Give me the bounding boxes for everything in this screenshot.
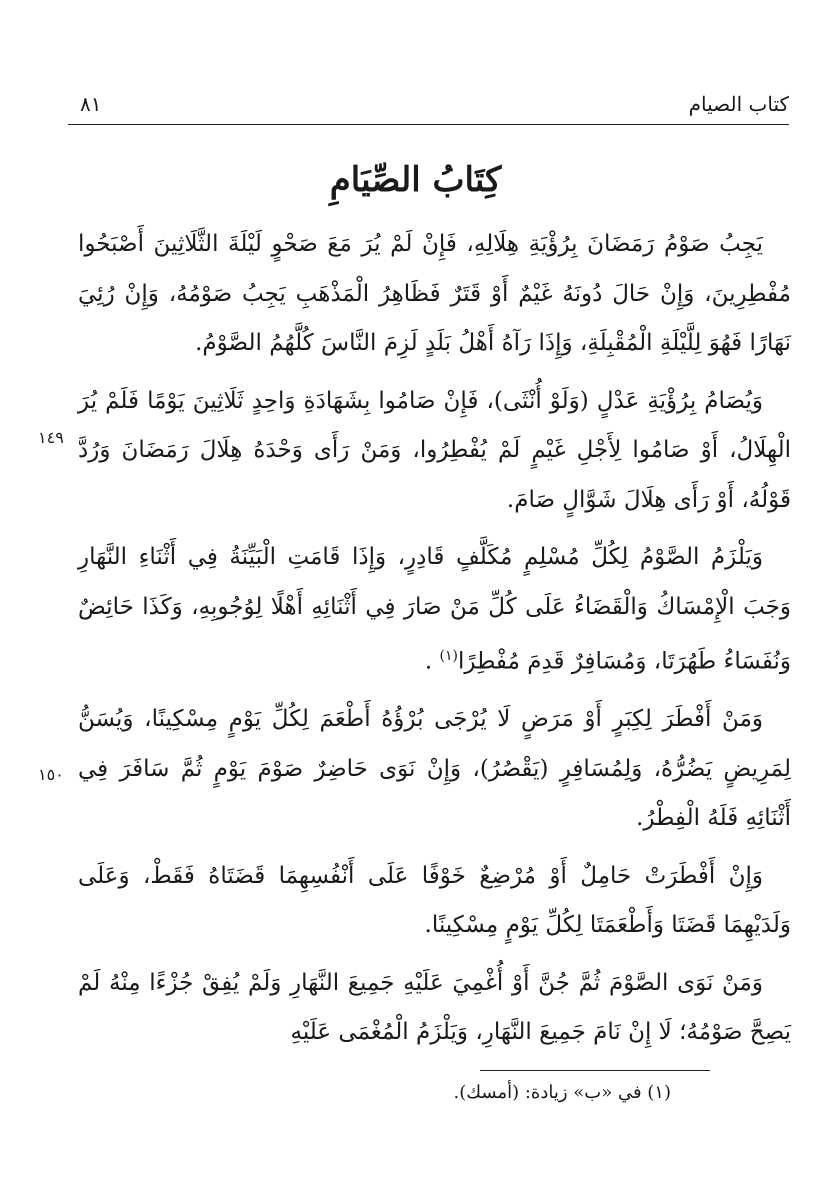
running-head: كتاب الصيام: [688, 92, 789, 116]
paragraph: وَإِنْ أَفْطَرَتْ حَامِلٌ أَوْ مُرْضِعٌ خَوْفًا عَلَى أَنْفُسِهِمَا قَضَتَاهُ فَقَطْ، وَعَلَى وَلَدَيْهِمَا قَضَتَا وَأَطْعَمَتَا لِكُلِّ يَوْمٍ مِسْكِينًا.: [78, 862, 791, 939]
footnote-reference: (١): [439, 648, 458, 664]
paragraph: وَمَنْ أَفْطَرَ لِكِبَرٍ أَوْ مَرَضٍ لَا يُرْجَى بُرْؤُهُ أَطْعَمَ لِكُلِّ يَوْمٍ مِسْكِينًا، وَيُسَنُّ لِمَرِيضٍ يَضُرُّهُ، وَلِمُسَافِرٍ (يَقْصُرُ)، وَإِنْ نَوَى حَاضِرٌ صَوْمَ يَوْمٍ ثُمَّ سَافَرَ فِي أَثْنَائِهِ فَلَهُ الْفِطْرُ.: [78, 706, 791, 832]
margin-number: ١٥٠: [38, 765, 64, 784]
footnote: (١) في «ب» زيادة: (أمسك).: [453, 1082, 671, 1103]
footnote-divider: [480, 1070, 710, 1071]
chapter-title: كِتَابُ الصِّيَامِ: [329, 160, 502, 200]
margin-number: ١٤٩: [38, 428, 64, 447]
body-text: [78, 220, 791, 1058]
paragraph-text: وَيَلْزَمُ الصَّوْمُ لِكُلِّ مُسْلِمٍ مُكَلَّفٍ قَادِرٍ، وَإِذَا قَامَتِ الْبَيِّنَةُ فِي أَثْنَاءِ النَّهَارِ وَجَبَ الْإِمْسَاكُ وَالْقَضَاءُ عَلَى كُلِّ مَنْ صَارَ فِي أَثْنَائِهِ أَهْلًا لِوُجُوبِهِ، وَكَذَا حَائِضٌ وَنُفَسَاءُ طَهُرَتَا، وَمُسَافِرٌ قَدِمَ مُفْطِرًا: [78, 544, 791, 675]
paragraph: يَجِبُ صَوْمُ رَمَضَانَ بِرُؤْيَةِ هِلَالِهِ، فَإِنْ لَمْ يُرَ مَعَ صَحْوٍ لَيْلَةَ الثَّلَاثِينَ أَصْبَحُوا مُفْطِرِينَ، وَإِنْ حَالَ دُونَهُ غَيْمٌ أَوْ قَتَرٌ فَظَاهِرُ الْمَذْهَبِ يَجِبُ صَوْمُهُ، وَإِنْ رُئِيَ نَهَارًا فَهُوَ لِلَّيْلَةِ الْمُقْبِلَةِ، وَإِذَا رَآهُ أَهْلُ بَلَدٍ لَزِمَ النَّاسَ كُلَّهُمُ الصَّوْمُ.: [78, 231, 791, 356]
paragraph: وَمَنْ نَوَى الصَّوْمَ ثُمَّ جُنَّ أَوْ أُغْمِيَ عَلَيْهِ جَمِيعَ النَّهَارِ وَلَمْ يُفِقْ جُزْءًا مِنْهُ لَمْ يَصِحَّ صَوْمُهُ؛ لَا إِنْ نَامَ جَمِيعَ النَّهَارِ، وَيَلْزَمُ الْمُغْمَى عَلَيْهِ: [78, 969, 791, 1046]
page-header: [68, 92, 789, 125]
paragraph: وَيُصَامُ بِرُؤْيَةِ عَدْلٍ (وَلَوْ أُنْثَى)، فَإِنْ صَامُوا بِشَهَادَةِ وَاحِدٍ ثَلَاثِينَ يَوْمًا فَلَمْ يُرَ الْهِلَالُ، أَوْ صَامُوا لِأَجْلِ غَيْمٍ لَمْ يُفْطِرُوا، وَمَنْ رَأَى وَحْدَهُ هِلَالَ رَمَضَانَ وَرُدَّ قَوْلُهُ، أَوْ رَأَى هِلَالَ شَوَّالٍ صَامَ.: [78, 387, 791, 513]
page-number: ٨١: [80, 92, 102, 116]
paragraph: وَيَلْزَمُ الصَّوْمُ لِكُلِّ مُسْلِمٍ مُكَلَّفٍ قَادِرٍ، وَإِذَا قَامَتِ الْبَيِّنَةُ فِي أَثْنَاءِ النَّهَارِ وَجَبَ الْإِمْسَاكُ وَالْقَضَاءُ عَلَى كُلِّ مَنْ صَارَ فِي أَثْنَائِهِ أَهْلًا لِوُجُوبِهِ، وَكَذَا حَائِضٌ وَنُفَسَاءُ طَهُرَتَا، وَمُسَافِرٌ قَدِمَ مُفْطِرًا$^{(١)}$ .: [78, 544, 791, 675]
